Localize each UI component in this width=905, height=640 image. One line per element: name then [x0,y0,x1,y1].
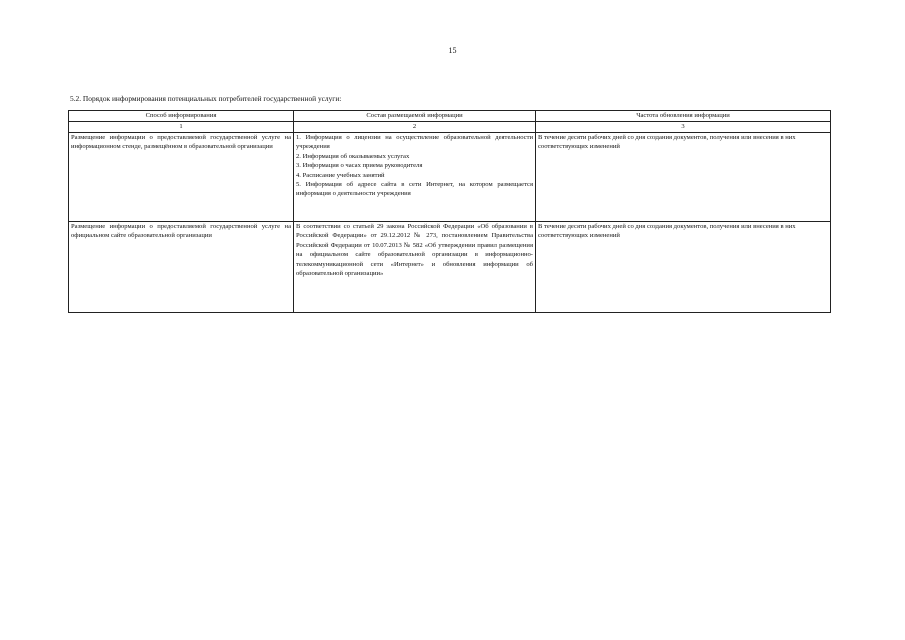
column-number-row [69,122,831,133]
content-line: 4. Расписание учебных занятий [296,171,385,179]
header-frequency: Частота обновления информации [536,111,831,122]
column-number-3: 3 [536,122,831,133]
content-line: 2. Информация об оказываемых услугах [296,152,410,160]
content-cell [294,133,536,222]
header-row [69,111,831,122]
information-table [68,110,831,313]
table-row [69,133,831,222]
header-content: Состав размещаемой информации [294,111,536,122]
section-heading: 5.2. Порядок информирования потенциальных потребителей государственной услуги: [70,94,342,103]
column-number-2: 2 [294,122,536,133]
column-number-1: 1 [69,122,294,133]
content-line: В соответствии со статьей 29 закона Российской Федерации «Об образовании в Российской Федерации» от 29.12.2012 № 273, постановлением Правительства Российской Федерации от 10.07.2013 № 582 «Об утверждении правил размещения на официальном сайте образовательной организации в информационно-телекоммуникационной сети «Интернет» и обновления информации об образовательной организации» [296,223,533,278]
table-row [69,222,831,313]
content-line: 5. Информация об адресе сайта в сети Интернет, на котором размещается информация о деятельности учреждения [296,181,533,198]
content-cell [294,222,536,313]
content-line: 1. Информация о лицензии на осуществление образовательной деятельности учреждения [296,134,533,151]
header-method: Способ информирования [69,111,294,122]
content-line: 3. Информация о часах приема руководителя [296,162,423,170]
page-number: 15 [448,46,457,55]
frequency-cell: В течение десяти рабочих дней со дня создания документов, получения или внесения в них соответствующих изменений [536,133,831,222]
method-cell: Размещение информации о предоставляемой государственной услуге на официальном сайте образовательной организации [69,222,294,313]
method-cell: Размещение информации о предоставляемой государственной услуге на информационном стенде, размещённом в образовательной организации [69,133,294,222]
frequency-cell: В течение десяти рабочих дней со дня создания документов, получения или внесения в них соответствующих изменений [536,222,831,313]
